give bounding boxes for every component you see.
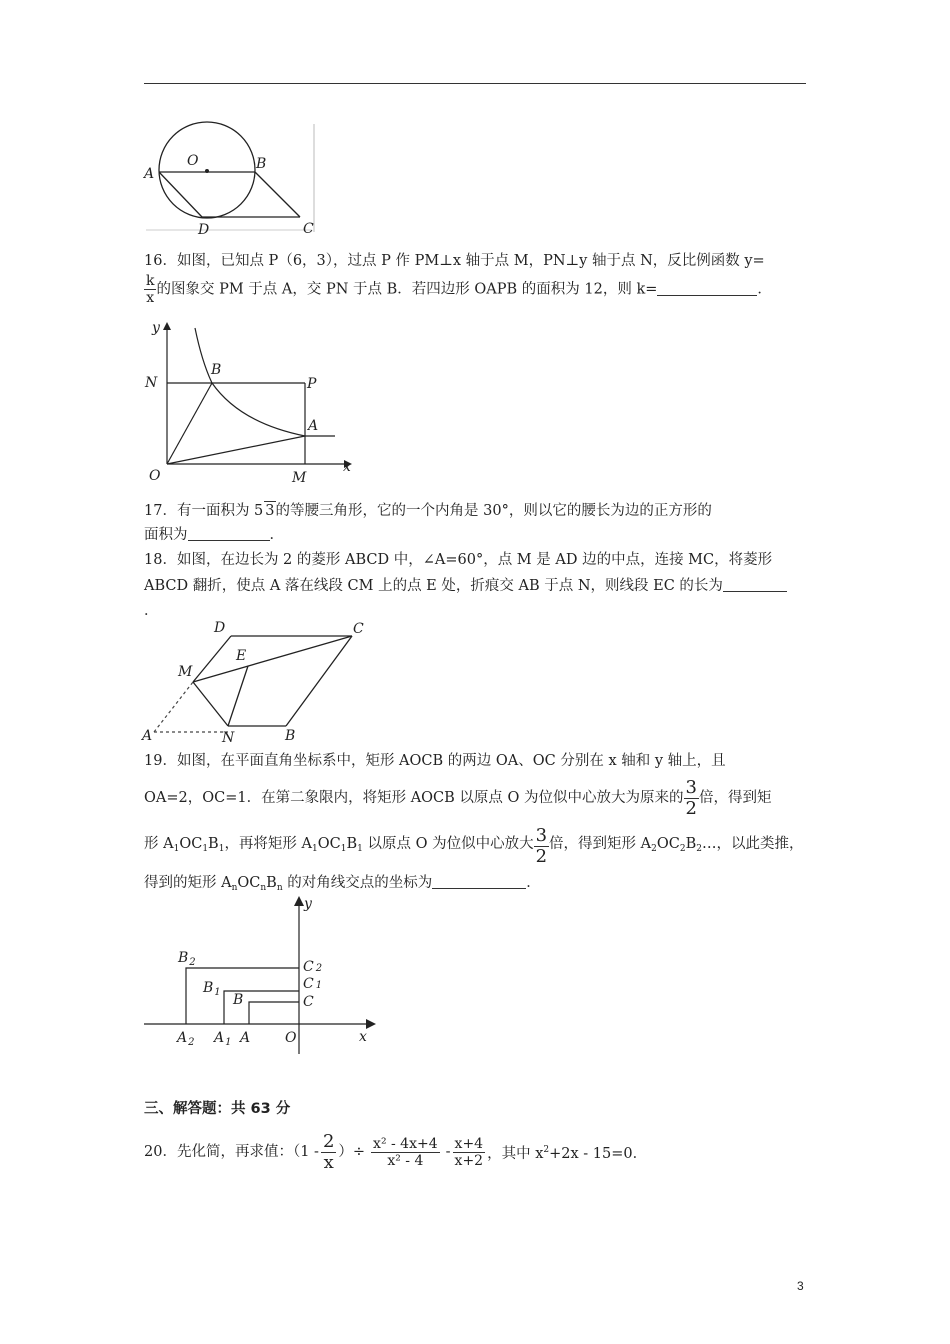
q17-line1 [144,501,712,520]
fraction-k-over-x [144,274,156,305]
q18-line2 [144,577,787,595]
q19-text-3b: 倍，得到矩形 $A_2OC_2B_2\dots$，以此类推， [549,835,804,854]
label-x: x [359,1029,367,1045]
frac-num: x+4 [454,1135,484,1152]
label-M: M [292,470,307,486]
q19-text-2a: OA=2，OC=1．在第二象限内，将矩形 AOCB 以原点 O 为位似中心放大为原来的 [144,790,684,806]
figure-similar-rectangles [140,890,390,1058]
q19-text-2b: 倍，得到矩 [698,790,772,806]
answer-blank[interactable] [657,281,757,296]
label-O: O [149,468,161,484]
answer-blank[interactable] [188,526,270,541]
q18-text-2: ABCD 翻折，使点 A 落在线段 CM 上的点 E 处，折痕交 AB 于点 N，则线段 EC 的长为 [144,578,723,594]
sqrt-3: 3 [265,503,275,519]
frac-den: x² - 4 [387,1152,424,1169]
label-P: P [307,376,317,392]
label-D: D [198,222,210,238]
q19-text-4: 得到的矩形 $A_nOC_nB_n$ 的对角线交点的坐标为 [144,875,433,893]
label-A2: $A_2$ [177,1030,195,1048]
q20-suffix: ，其中 $x^2+2x - 15=0$． [487,1145,648,1162]
frac-num: 3 [535,824,548,846]
frac-num: x² - 4x+4 [373,1135,438,1152]
label-M: M [178,664,193,680]
frac-den: x+2 [454,1152,484,1169]
fraction-x4-over-x2 [453,1137,486,1168]
figure-circle-trapezoid [140,120,340,238]
label-C1: C 1 [303,976,323,992]
frac-num: k [146,273,155,289]
q19-text-3: 形 $A_1OC_1B_1$，再将矩形 $A_1OC_1B_1$ 以原点 O 为位似中心放大 [144,835,534,854]
q20-line [144,1124,647,1180]
label-A: A [142,728,153,744]
label-C: C [303,221,314,237]
fraction-3-over-2 [534,824,549,867]
label-O: O [187,153,199,169]
q16-text-1: 16．如图，已知点 P（6，3），过点 P 作 PM⊥x 轴于点 M，PN⊥y 轴于点 N，反比例函数 y= [144,253,765,269]
label-y: y [152,320,160,336]
q18-text-3: ． [144,603,159,619]
frac-num: 3 [685,776,697,798]
label-C: C [303,994,314,1010]
q16-end: ． [757,281,772,298]
label-B2: $B_2$ [178,950,196,968]
label-B: B [211,362,222,378]
q16-line1 [144,252,765,270]
q20-prefix: 20．先化简，再求值：（1 - [144,1144,319,1160]
label-C2: C 2 [303,959,323,975]
label-A: A [308,418,319,434]
label-B: B [256,156,267,172]
q16-line2 [144,274,772,305]
fraction-2-over-x [321,1130,336,1173]
q19-text-1: 19．如图，在平面直角坐标系中，矩形 AOCB 的两边 OA、OC 分别在 x 轴和 y 轴上，且 [144,753,726,769]
label-D: D [214,620,226,636]
q19-line3 [144,824,803,868]
answer-blank[interactable] [723,577,787,592]
q17-line2 [144,526,284,544]
figure-rhombus-fold [140,618,380,744]
q19-line2 [144,776,771,820]
q17-text-2: 面积为 [144,527,188,543]
q17-text-1a: 17．有一面积为 5 [144,503,264,519]
q18-text-1: 18．如图，在边长为 2 的菱形 ABCD 中，∠A=60°，点 M 是 AD 边的中点，连接 MC，将菱形 [144,552,773,568]
figure-inverse-proportion [140,318,360,490]
frac-den: 2 [685,797,697,819]
q20-mid: ）÷ [338,1144,366,1160]
header-rule [144,83,806,84]
label-N: N [222,730,235,744]
q19-end: ． [526,875,541,891]
q18-line1 [144,551,772,569]
section-heading: 三、解答题：共 63 分 [144,1101,291,1117]
fraction-3-over-2 [684,776,699,819]
fraction-quadratic [371,1137,440,1168]
label-A: A [144,166,155,182]
label-O: O [285,1030,297,1046]
frac-num: 2 [322,1130,335,1152]
q17-end: ． [269,527,284,543]
q16-text-2: 的图象交 PM 于点 A，交 PN 于点 B．若四边形 OAPB 的面积为 12，则 k= [156,281,658,298]
q17-text-1b: 的等腰三角形，它的一个内角是 30°，则以它的腰长为边的正方形的 [275,503,712,519]
page-number: 3 [797,1279,804,1293]
frac-den: x [323,1151,334,1173]
frac-den: x [146,290,155,306]
frac-den: 2 [535,845,548,867]
answer-blank[interactable] [432,874,526,889]
q20-minus: - [445,1144,451,1160]
label-E: E [236,648,247,664]
label-A1: $A_1$ [214,1030,232,1048]
label-C: C [353,621,364,637]
label-B: B [285,728,296,744]
label-x: x [343,459,351,475]
label-B: B [233,992,244,1008]
q19-line1 [144,752,726,770]
label-N: N [145,375,158,391]
label-y: y [304,896,312,912]
label-B1: $B_1$ [203,980,221,998]
label-A: A [240,1030,251,1046]
